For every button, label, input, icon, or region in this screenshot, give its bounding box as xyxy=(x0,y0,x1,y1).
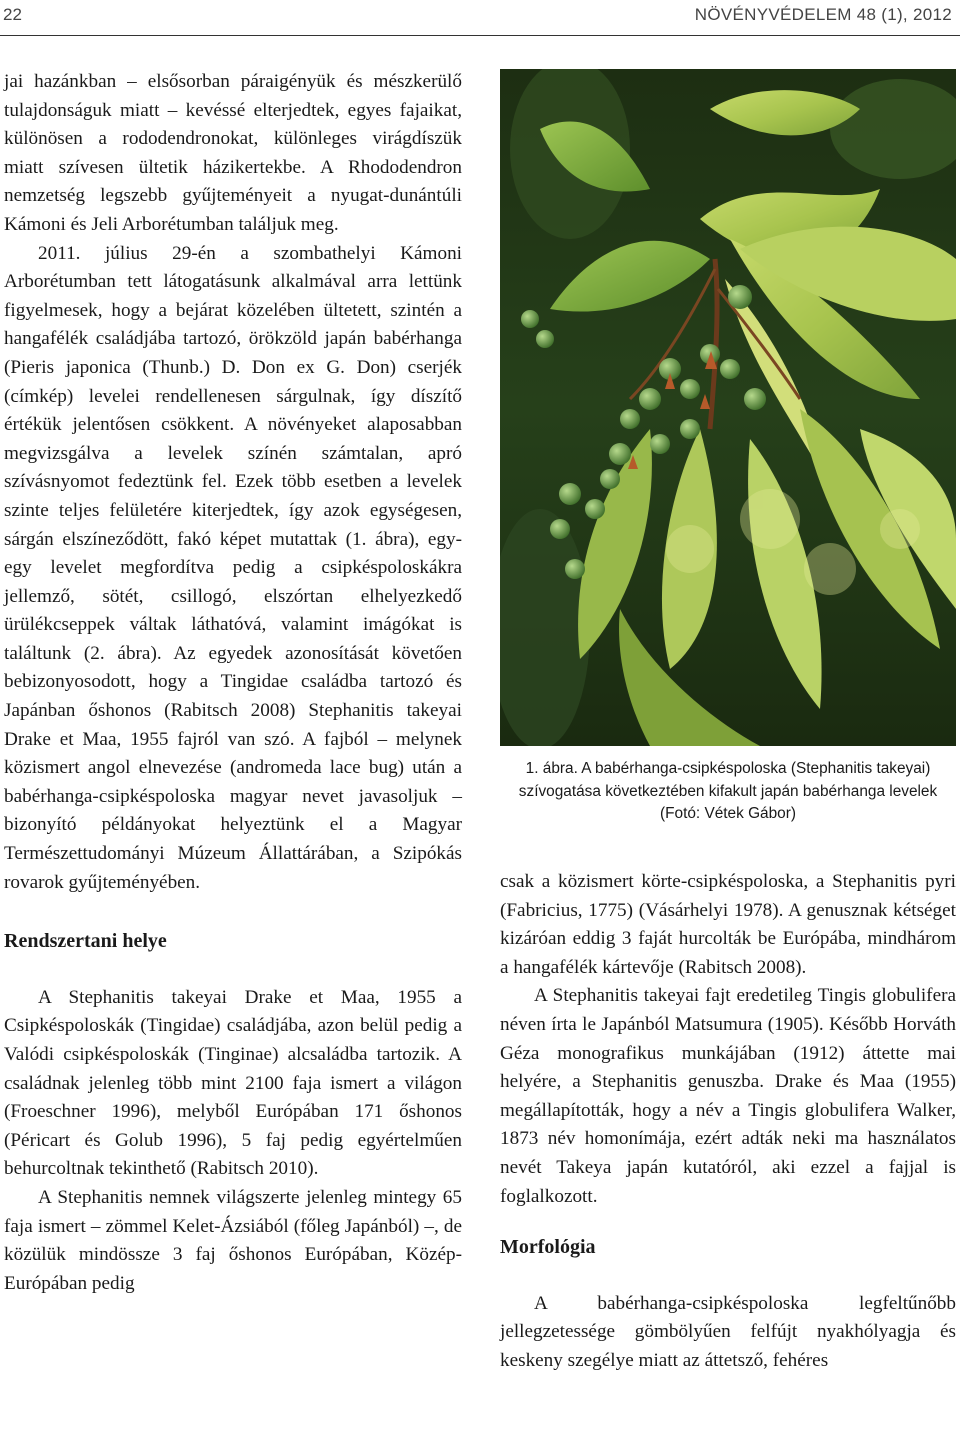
paragraph: jai hazánkban – elsősorban páraigényük és mészkerülő tulajdonságuk miatt – kevéssé elterjedtek, egyes fajaikat, különösen a rododendronokat, különleges virágdíszük miatt szívesen ültetik házikertekbe. A Rhododendron nemzetség legszebb gyűjteményeit a nyugat-dunántúli Kámoni és Jeli Arborétumban találjuk meg. xyxy=(4,71,462,235)
left-column xyxy=(4,68,462,1298)
paragraph: A Stephanitis takeyai Drake et Maa, 1955 a Csipkéspoloskák (Tingidae) családjába, azon belül pedig a Valódi csipkéspoloskák (Tinginae) alcsaládba tartozik. A családnak jelenleg több mint 2100 faja ismert a világon (Froeschner 1996), melyből Európában 171 őshonos (Péricart és Golub 1996), 5 faj pedig egyértelműen behurcoltnak tekinthető (Rabitsch 2010). xyxy=(4,986,462,1180)
right-column xyxy=(500,868,956,1376)
figure-photo xyxy=(500,69,956,746)
journal-citation: NÖVÉNYVÉDELEM 48 (1), 2012 xyxy=(694,5,952,24)
section-heading: Rendszertani helye xyxy=(4,930,167,953)
paragraph: A babérhanga-csipkéspoloska legfeltűnőbb jellegzetessége gömbölyűen felfújt nyakhólyagja és keskeny szegélye miatt az áttetsző, fehéres xyxy=(500,1292,956,1371)
figure-caption: 1. ábra. A babérhanga-csipkéspoloska (Stephanitis takeyai) szívogatása következtében kifakult japán babérhanga levelek (Fotó: Vétek Gábor) xyxy=(518,760,938,822)
header-rule xyxy=(0,35,960,36)
paragraph: csak a közismert körte-csipkéspoloska, a Stephanitis pyri (Fabricius, 1775) (Vásárhelyi 1978). A genusznak kétséget kizáróan eddig 3 faját hurcolták be Európába, mindhárom a hangafélék kártevője (Rabitsch 2008). xyxy=(500,871,956,978)
section-heading: Morfológia xyxy=(500,1236,596,1259)
running-header xyxy=(0,0,960,36)
paragraph: 2011. július 29-én a szombathelyi Kámoni Arborétumban tett látogatásunk alkalmával arra lettünk figyelmesek, hogy a bejárat közelében ültetett, szintén a hangafélék családjába tartozó, örökzöld japán babérhanga (Pieris japonica (Thunb.) D. Don ex G. Don) cserjék (címkép) levelei rendellenesen sárgulnak, így díszítő értékük jelentősen csökkent. A növényeket alaposabban megvizsgálva a levelek színén számtalan, apró szívásnyomot fedeztünk fel. Ezek több esetben a levelek szinte teljes felületére kiterjedtek, így azok egységesen, sárgán elszíneződött, fakó képet mutattak (1. ábra), egy-egy levelet megfordítva pedig a csipkéspoloskákra jellemző, sötét, csillogó, elszórtan elhelyezkedő ürülékcseppek váltak láthatóvá, valamint imágókat is találtunk (2. ábra). Az egyedek azonosítását követően bebizonyosodott, hogy a Tingidae családba tartozó és Japánban őshonos (Rabitsch 2008) Stephanitis takeyai Drake et Maa, 1955 fajról van szó. A fajból – melynek közismert angol elnevezése (andromeda lace bug) után a babérhanga-csipkéspoloska magyar nevet javasoljuk – bizonyító példányokat helyeztünk el a Magyar Természettudományi Múzeum Állattárában, a Szipókás rovarok gyűjteményében. xyxy=(4,242,462,893)
page-number: 22 xyxy=(3,5,22,24)
plant-leaves-illustration xyxy=(500,69,956,746)
paragraph: A Stephanitis nemnek világszerte jelenleg mintegy 65 faja ismert – zömmel Kelet-Ázsiából (főleg Japánból) –, de közülük mindössze 3 faj őshonos Európában, Közép-Európában pedig xyxy=(4,1186,462,1294)
paragraph: A Stephanitis takeyai fajt eredetileg Tingis globulifera néven írta le Japánból Matsumura (1905). Később Horváth Géza monografikus munkájában (1912) áttette mai helyére, a Stephanitis genuszba. Drake és Maa (1955) megállapították, hogy a név a Tingis globulifera Walker, 1873 név homonímája, ezért adták neki ma használatos nevét Takeya japán kutatóról, aki ezzel a fajjal is foglalkozott. xyxy=(500,985,956,1207)
